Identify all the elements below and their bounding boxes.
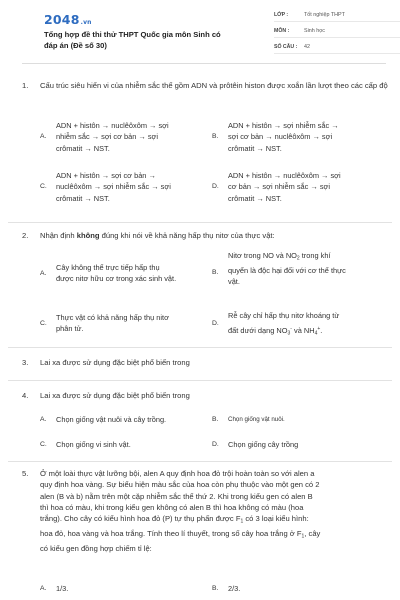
option-letter: A. (40, 133, 47, 140)
question-line: có kiểu gen đồng hợp chiếm tỉ lệ: (40, 543, 152, 553)
question-5 (22, 468, 388, 554)
option-line: crômatit → NST. (56, 193, 110, 203)
option-text (56, 262, 211, 285)
option-text (56, 170, 206, 204)
option-line: ADN + histôn → sợi nhiễm sắc → (228, 121, 339, 130)
question-line: alen (B và b) nằm trên một cặp nhiễm sắc thể thứ 2. Khi trong kiểu gen có alen B (40, 491, 313, 501)
option-text (228, 310, 388, 340)
question-2 (22, 230, 388, 241)
meta-row-count (274, 41, 400, 54)
option-line: crômatit → NST. (228, 193, 282, 203)
question-text (40, 468, 388, 554)
subscript: 2 (296, 255, 300, 262)
meta-row-class (274, 9, 400, 22)
option-letter: C. (40, 441, 47, 448)
option-line: Cây không thể trực tiếp hấp thụ (56, 263, 160, 272)
question-text-part: , cây (304, 528, 321, 538)
subscript: 1 (240, 518, 244, 525)
superscript: - (290, 326, 292, 333)
option-text-part: Nitơ trong NO và NO (228, 251, 297, 260)
option-line: nhiễm sắc → sợi cơ bản → sợi (56, 132, 159, 142)
superscript: + (317, 326, 321, 333)
meta-value: Tốt nghiệp THPT (304, 12, 345, 18)
option-line: sợi cơ bản → nuclêôxôm → sợi (228, 132, 333, 142)
option-letter: D. (212, 441, 219, 448)
option-text-part: . (320, 326, 323, 336)
option-text (228, 170, 388, 204)
option-text-part: trong khí (299, 251, 331, 260)
option-letter: D. (212, 320, 219, 327)
option-text: 2/3. (228, 584, 241, 593)
option-text: Chọn giống cây trồng (228, 440, 299, 449)
site-logo[interactable] (44, 12, 92, 27)
question-4 (22, 390, 388, 401)
meta-key: MÔN : (274, 28, 290, 34)
option-line: ADN + histôn → nuclêôxôm → sợi (228, 171, 341, 180)
question-1 (22, 80, 388, 91)
question-text: Lai xa được sử dụng đặc biệt phổ biến trong (40, 358, 190, 367)
subscript: 1 (301, 533, 305, 540)
question-text-part: đúng khi nói về khả năng hấp thụ nitơ của thực vật: (99, 231, 275, 240)
option-line: ADN + histôn → sợi cơ bản → (56, 171, 156, 180)
option-line: cơ bản → sợi nhiễm sắc → sợi (228, 182, 331, 192)
question-text-part: trắng). Cho cây có kiểu hình hoa đỏ (P) tự thụ phấn được F (40, 514, 241, 524)
option-text: Chọn giống vật nuôi và cây trồng. (56, 415, 167, 424)
option-text: Chọn giống vật nuôi. (228, 416, 285, 423)
option-line (228, 250, 388, 265)
subscript: 3 (287, 330, 291, 337)
option-text: Chọn giống vi sinh vật. (56, 440, 131, 449)
meta-key: SỐ CÂU : (274, 44, 298, 50)
option-text (56, 120, 206, 154)
option-text-part: và NH (291, 326, 315, 336)
question-text: Cấu trúc siêu hiển vi của nhiễm sắc thể gồm ADN và prôtêin histon được xoắn lần lượt theo các cấp độ (40, 81, 388, 90)
question-text-emphasis: không (76, 231, 100, 240)
option-letter: B. (212, 133, 219, 140)
document-title: Tổng hợp đề thi thử THPT Quốc gia môn Sinh có đáp án (Đề số 30) (44, 30, 221, 50)
question-line: thì hoa có màu, khi trong kiểu gen không có alen B thì hoa không có màu (hoa (40, 502, 304, 512)
option-line: quyển là độc hại đối với cơ thể thực (228, 265, 346, 275)
question-divider (8, 461, 392, 462)
question-line (40, 513, 388, 528)
question-number: 4. (22, 391, 29, 400)
question-text (40, 230, 388, 241)
document-meta (274, 9, 400, 57)
question-number: 1. (22, 81, 29, 90)
question-text-part: hoa đỏ, hoa vàng và hoa trắng. Tính theo lí thuyết, trong số cây hoa trắng ở F (40, 528, 302, 538)
logo-text: 2048 (44, 12, 80, 27)
option-line: phân tử. (56, 324, 84, 334)
question-number: 5. (22, 469, 29, 478)
document-header (22, 0, 386, 64)
option-letter: B. (212, 585, 219, 592)
option-text-part: đất dưới dạng NO (228, 326, 288, 336)
option-line: Rễ cây chỉ hấp thụ nitơ khoáng từ (228, 311, 340, 320)
question-divider (8, 380, 392, 381)
meta-row-subject (274, 25, 400, 38)
logo-suffix: .vn (80, 19, 92, 26)
question-divider (8, 347, 392, 348)
question-line: Ở một loài thực vật lưỡng bội, alen A quy định hoa đỏ trội hoàn toàn so với alen a (40, 469, 315, 478)
option-letter: C. (40, 183, 47, 190)
question-text-part: Nhận định (40, 231, 77, 240)
option-letter: A. (40, 416, 47, 423)
question-number: 2. (22, 231, 29, 240)
option-letter: D. (212, 183, 219, 190)
option-text (228, 120, 388, 154)
option-letter: A. (40, 270, 47, 277)
option-letter: B. (212, 416, 219, 423)
option-line: vật. (228, 277, 240, 287)
option-line: được nitơ hữu cơ trong xác sinh vật. (56, 274, 177, 284)
option-line: crômatit → NST. (56, 143, 110, 153)
option-letter: A. (40, 585, 47, 592)
meta-value: Sinh học (304, 28, 325, 34)
option-letter: B. (212, 269, 219, 276)
option-text (56, 312, 211, 335)
question-divider (8, 222, 392, 223)
question-text: Lai xa được sử dụng đặc biệt phổ biến trong (40, 391, 190, 400)
option-line: nuclêôxôm → sợi nhiễm sắc → sợi (56, 182, 171, 192)
option-text (228, 250, 388, 287)
option-text: 1/3. (56, 584, 69, 593)
question-3 (22, 357, 388, 368)
option-line (228, 324, 388, 340)
option-letter: C. (40, 320, 47, 327)
meta-key: LỚP : (274, 12, 289, 18)
option-line: crômatit → NST. (228, 143, 282, 153)
question-number: 3. (22, 358, 29, 367)
question-text-part: có 3 loại kiểu hình: (243, 514, 309, 524)
option-line: ADN + histôn → nuclêôxôm → sợi (56, 121, 169, 130)
option-line: Thực vật có khả năng hấp thụ nitơ (56, 313, 169, 322)
subscript: 4 (314, 330, 318, 337)
question-line: quy định hoa vàng. Sự biểu hiện màu sắc của hoa còn phụ thuộc vào một gen có 2 (40, 480, 320, 490)
question-line (40, 528, 388, 543)
meta-value: 42 (304, 44, 310, 50)
